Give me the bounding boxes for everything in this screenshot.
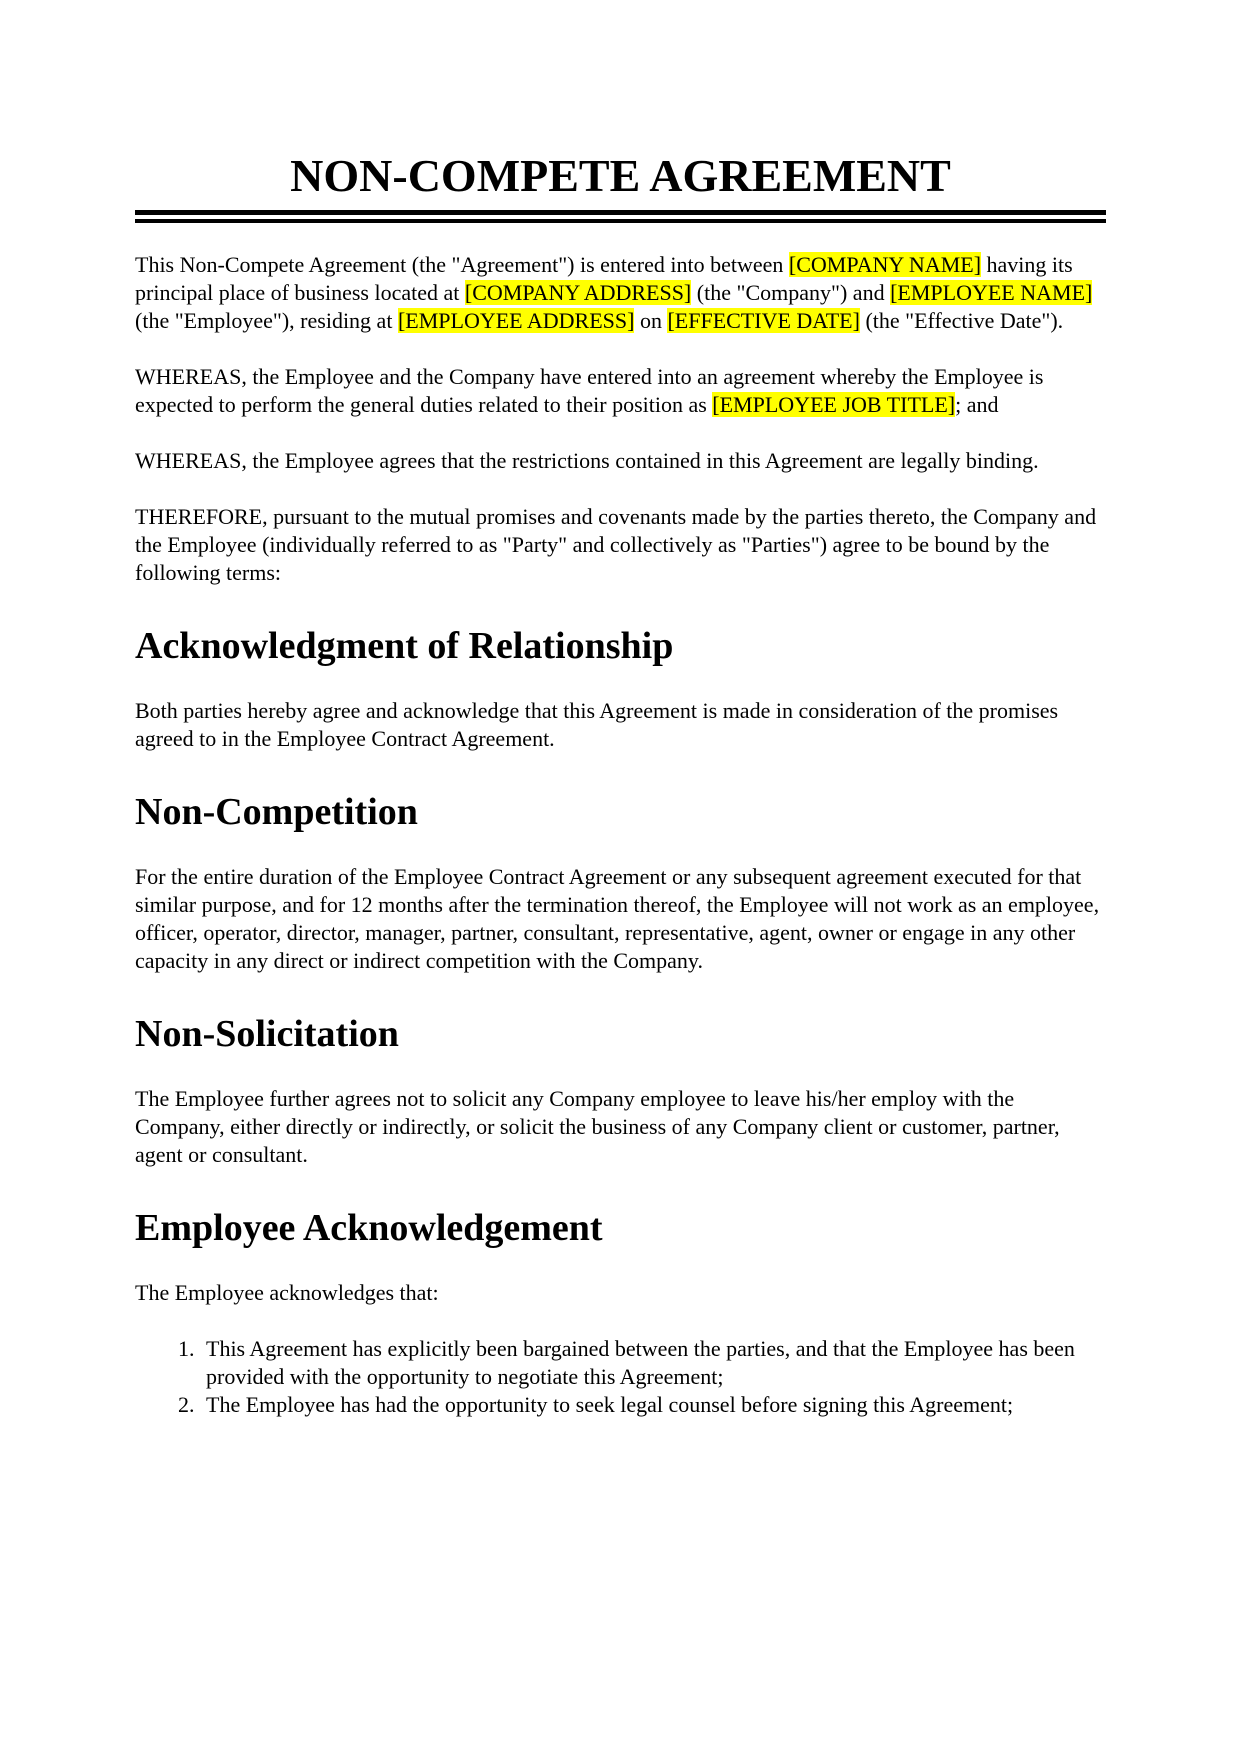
section-heading: Non-Competition bbox=[135, 791, 418, 833]
text-run: (the "Company") and bbox=[691, 280, 891, 305]
text-run: WHEREAS, the Employee agrees that the restrictions contained in this Agreement are legally binding. bbox=[135, 448, 1039, 473]
paragraph bbox=[135, 251, 1106, 335]
text-run: This Non-Compete Agreement (the "Agreement") is entered into between bbox=[135, 252, 789, 277]
text-run: WHEREAS, the Employee and the Company have entered into an agreement whereby the Employee is expected to perform the general duties related to their position as bbox=[135, 364, 1044, 417]
highlighted-placeholder: [COMPANY ADDRESS] bbox=[464, 280, 692, 305]
paragraph bbox=[135, 697, 1106, 753]
list-item: 2. The Employee has had the opportunity to seek legal counsel before signing this Agreement; bbox=[200, 1391, 1106, 1419]
paragraph bbox=[135, 447, 1106, 475]
title-divider bbox=[135, 210, 1106, 223]
text-run: (the "Effective Date"). bbox=[859, 308, 1064, 333]
highlighted-placeholder: [EFFECTIVE DATE] bbox=[667, 308, 860, 333]
text-run: Both parties hereby agree and acknowledge that this Agreement is made in consideration of the promises agreed to in the Employee Contract Agreement. bbox=[135, 698, 1059, 751]
paragraph bbox=[135, 1085, 1106, 1169]
highlighted-placeholder: [EMPLOYEE JOB TITLE] bbox=[712, 392, 956, 417]
section-heading: Employee Acknowledgement bbox=[135, 1207, 603, 1249]
text-run: THEREFORE, pursuant to the mutual promises and covenants made by the parties thereto, the Company and the Employee (individually referred to as "Party" and collectively as "Parties") agree to be bound by the following terms: bbox=[135, 504, 1097, 585]
text-run: ; and bbox=[955, 392, 999, 417]
document-title: NON-COMPETE AGREEMENT bbox=[290, 150, 951, 201]
section-heading: Non-Solicitation bbox=[135, 1013, 399, 1055]
text-run: having its principal place of business located at bbox=[135, 252, 1073, 305]
document-body bbox=[135, 251, 1106, 1419]
text-run: For the entire duration of the Employee Contract Agreement or any subsequent agreement executed for that similar purpose, and for 12 months after the termination thereof, the Employee will not work as an employee, officer, operator, director, manager, partner, consultant, representative, agent, owner or engage in any other capacity in any direct or indirect competition with the Company. bbox=[135, 864, 1100, 973]
text-run: (the "Employee"), residing at bbox=[135, 308, 398, 333]
text-run: The Employee further agrees not to solicit any Company employee to leave his/her employ with the Company, either directly or indirectly, or solicit the business of any Company client or customer, partner, agent or consultant. bbox=[135, 1086, 1060, 1167]
ordered-list bbox=[135, 1335, 1106, 1419]
highlighted-placeholder: [EMPLOYEE ADDRESS] bbox=[397, 308, 635, 333]
list-item: 1. This Agreement has explicitly been bargained between the parties, and that the Employee has been provided with the opportunity to negotiate this Agreement; bbox=[200, 1335, 1106, 1391]
text-run: The Employee acknowledges that: bbox=[135, 1280, 439, 1305]
highlighted-placeholder: [EMPLOYEE NAME] bbox=[890, 280, 1093, 305]
highlighted-placeholder: [COMPANY NAME] bbox=[788, 252, 982, 277]
paragraph bbox=[135, 1279, 1106, 1307]
paragraph bbox=[135, 503, 1106, 587]
section-heading: Acknowledgment of Relationship bbox=[135, 625, 674, 667]
paragraph bbox=[135, 863, 1106, 975]
text-run: on bbox=[634, 308, 668, 333]
paragraph bbox=[135, 363, 1106, 419]
